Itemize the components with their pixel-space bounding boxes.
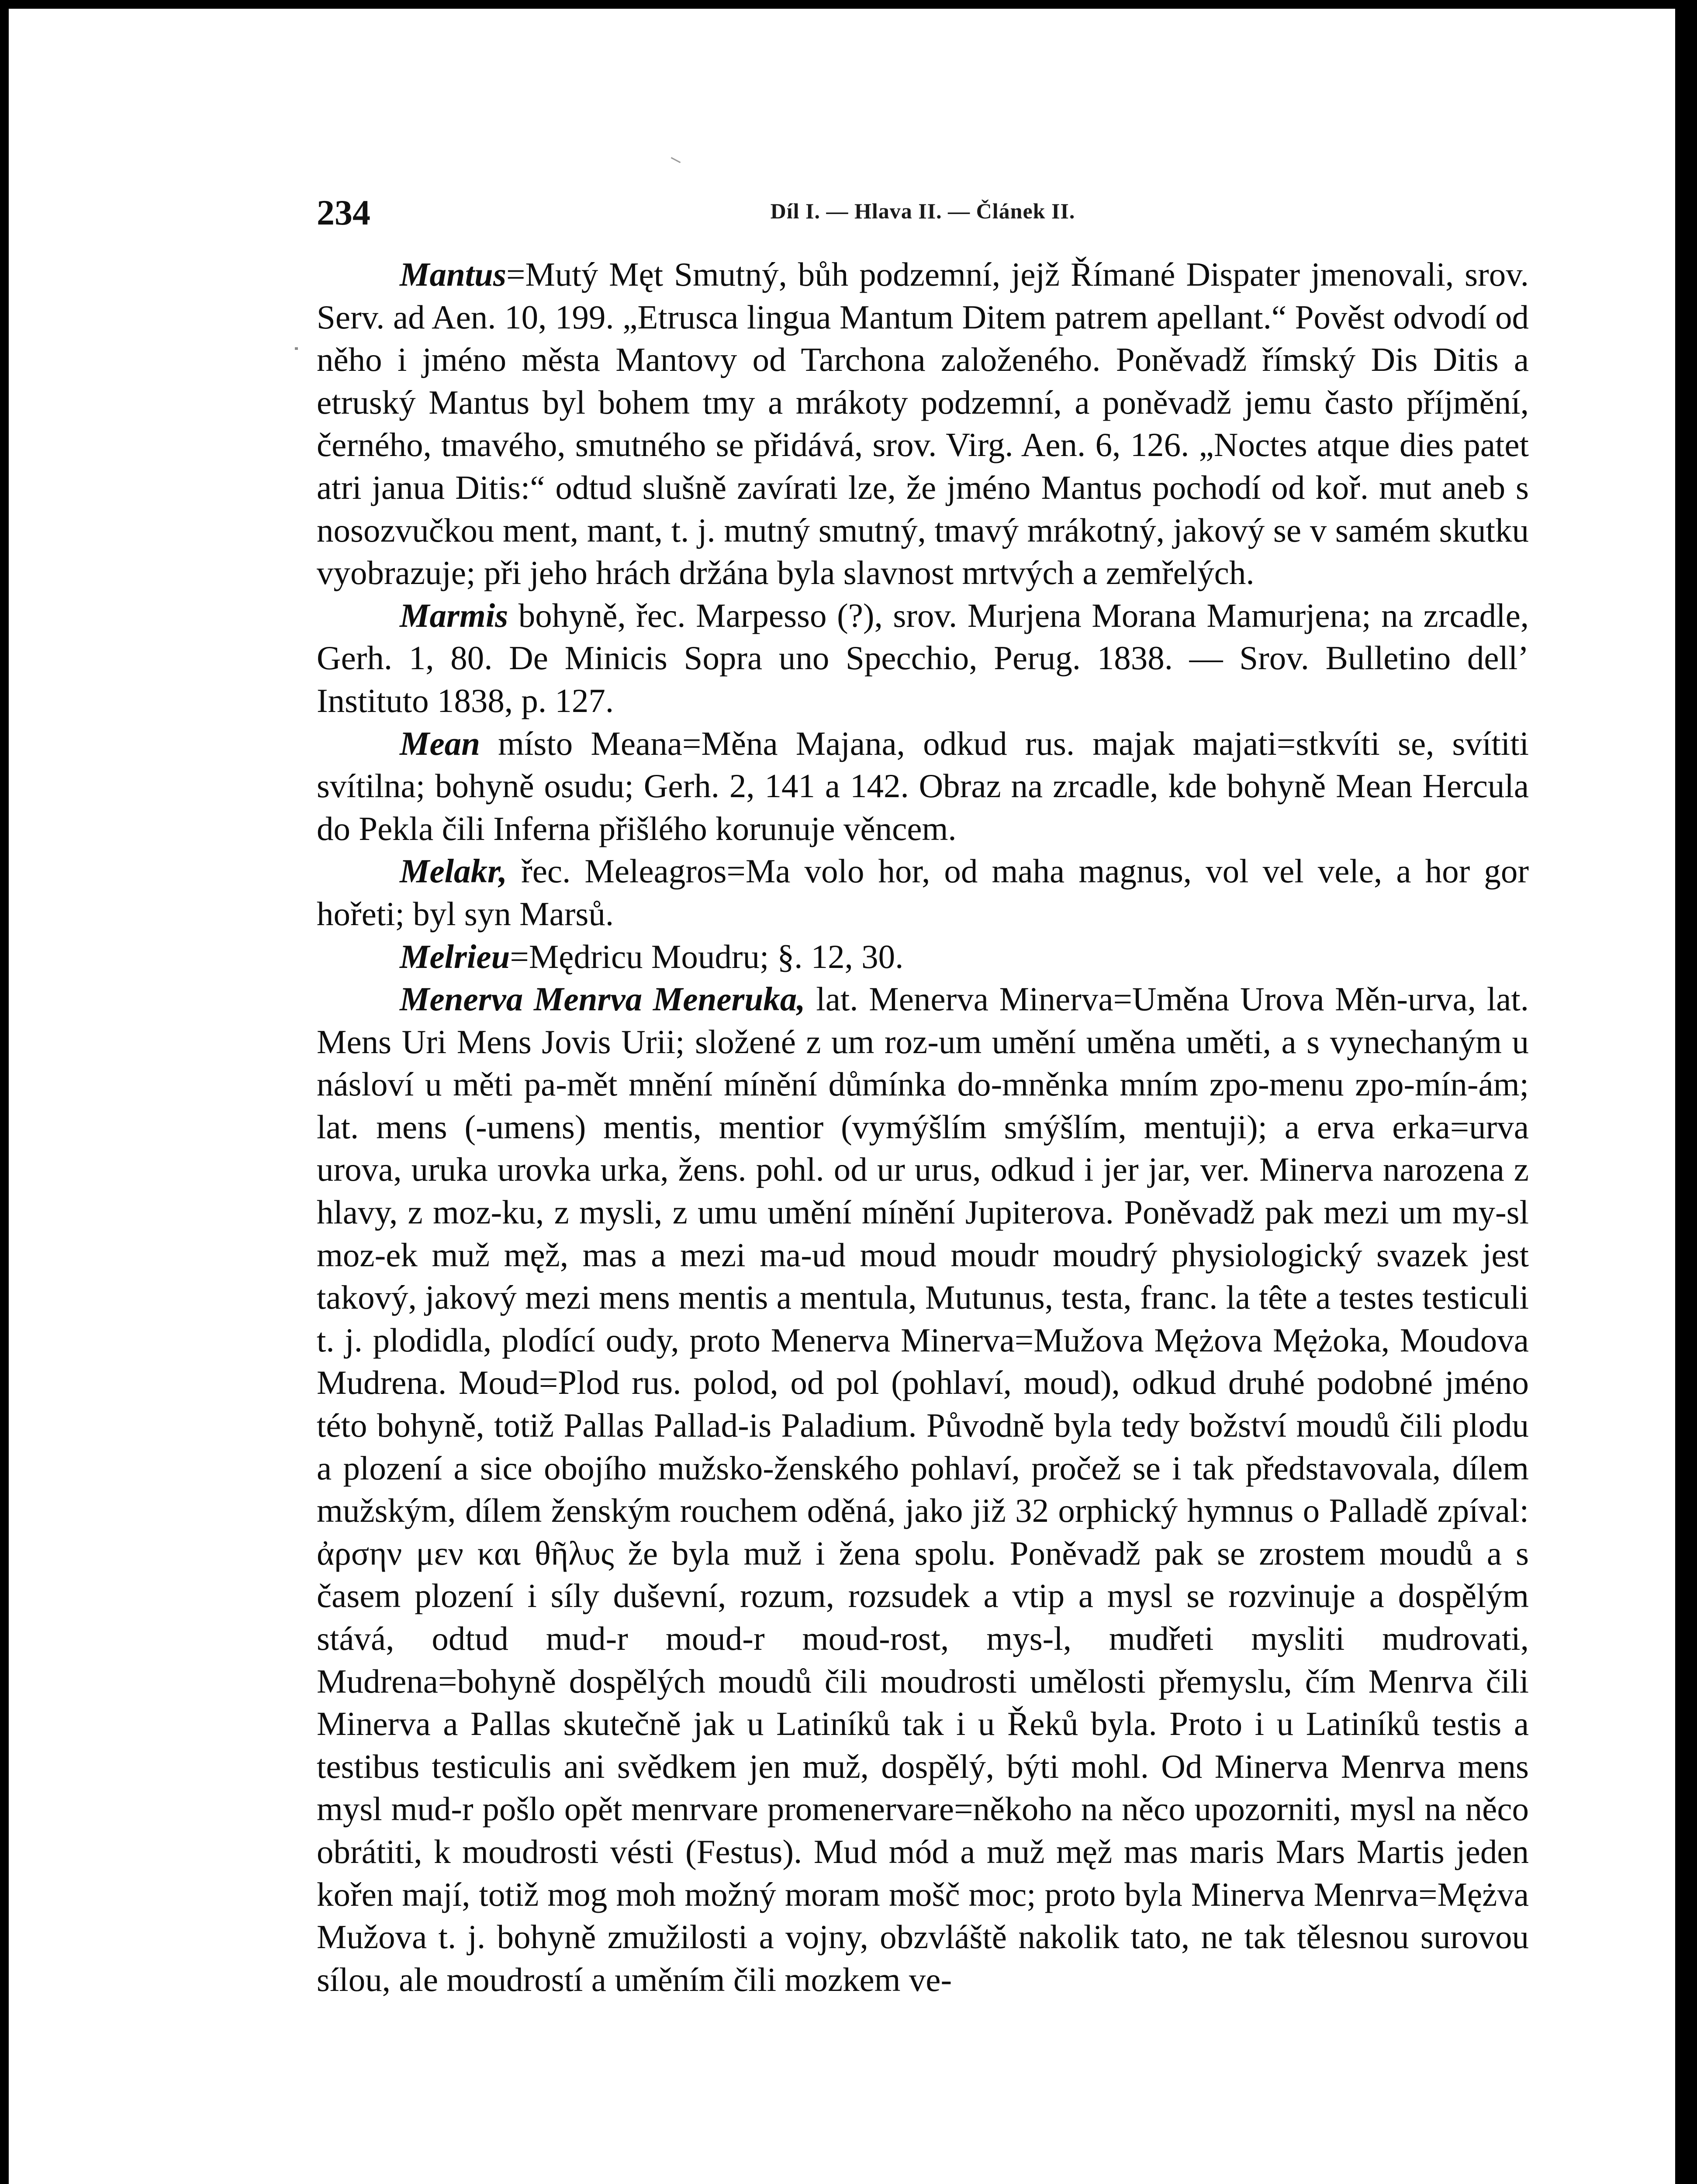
entry-melakr <box>317 850 1529 935</box>
entry-text: bohyně, řec. Marpesso (?), srov. Murjena Morana Mamurjena; na zrcadle, Gerh. 1, 80. De Minicis Sopra uno Specchio, Perug. 1838. — Srov. Bulletino dell’ Instituto 1838, p. 127. <box>317 596 1529 719</box>
scan-artifact-dot <box>295 347 298 350</box>
entry-headword: Menerva Menrva Meneruka, <box>400 980 805 1018</box>
entry-text: =Mędricu Moudru; §. 12, 30. <box>510 937 904 975</box>
entry-marmis <box>317 594 1529 722</box>
entry-menerva <box>317 978 1529 2001</box>
entry-melrieu <box>317 936 1529 978</box>
page-number: 234 <box>317 193 370 232</box>
page-header <box>317 192 1529 236</box>
entry-headword: Marmis <box>400 596 508 634</box>
scan-artifact-mark <box>671 157 681 163</box>
document-page <box>9 9 1675 2184</box>
entry-text: řec. Meleagros=Ma volo hor, od maha magnus, vol vel vele, a hor gor hořeti; byl syn Marsů. <box>317 852 1529 933</box>
entry-mantus <box>317 253 1529 594</box>
body-text <box>317 253 1529 2001</box>
entry-headword: Melrieu <box>400 937 510 975</box>
entry-headword: Mean <box>400 724 480 762</box>
entry-text: =Mutý Męt Smutný, bůh podzemní, jejž Římané Dispater jmenovali, srov. Serv. ad Aen. 10, 199. „Etrusca lingua Mantum Ditem patrem apellant.“ Pověst odvodí od něho i jméno města Mantovy od Tarchona založeného. Poněvadž římský Dis Ditis a etruský Mantus byl bohem tmy a mrákoty podzemní, a poněvadž jemu často příjmění, černého, tmavého, smutného se přidává, srov. Virg. Aen. 6, 126. „Noctes atque dies patet atri janua Ditis:“ odtud slušně zavírati lze, že jméno Mantus pochodí od koř. mut aneb s nosozvučkou ment, mant, t. j. mutný smutný, tmavý mrákotný, jakový se v samém skutku vyobrazuje; při jeho hrách držána byla slavnost mrtvých a zemřelých. <box>317 256 1529 592</box>
entry-text: místo Meana=Měna Majana, odkud rus. majak majati=stkvíti se, svítiti svítilna; bohyně osudu; Gerh. 2, 141 a 142. Obraz na zrcadle, kde bohyně Mean Hercula do Pekla čili Inferna přišlého korunuje věncem. <box>317 724 1529 847</box>
running-head: Díl I. — Hlava II. — Článek II. <box>770 199 1075 223</box>
entry-text: lat. Menerva Minerva=Uměna Urova Měn-urva, lat. Mens Uri Mens Jovis Urii; složené z um roz-um umění uměna uměti, a s vynechaným u násloví u měti pa-mět mnění mínění důmínka do-mněnka mním zpo-menu zpo-mín-ám; lat. mens (-umens) mentis, mentior (vymýšlím smýšlím, mentuji); a erva erka=urva urova, uruka urovka urka, žens. pohl. od ur urus, odkud i jer jar, ver. Minerva narozena z hlavy, z moz-ku, z mysli, z umu umění mínění Jupiterova. Poněvadž pak mezi um my-sl moz-ek muž męž, mas a mezi ma-ud moud moudr moudrý physiologický svazek jest takový, jakový mezi mens mentis a mentula, Mutunus, testa, franc. la tête a testes testiculi t. j. plodidla, plodící oudy, proto Menerva Minerva=Mužova Mężova Mężoka, Moudova Mudrena. Moud=Plod rus. polod, od pol (pohlaví, moud), odkud druhé podobné jméno této bohyně, totiž Pallas Pallad-is Paladium. Původně byla tedy božství moudů čili plodu a plození a sice obojího mužsko-ženského pohlaví, pročež se i tak představovala, dílem mužským, dílem ženským rouchem oděná, jako již 32 orphický hymnus o Palladě zpíval: ἀρσην μεν και θῆλυς že byla muž i žena spolu. Poněvadž pak se zrostem moudů a s časem plození i síly duševní, rozum, rozsudek a vtip a mysl se rozvinuje a dospělým stává, odtud mud-r moud-r moud-rost, mys-l, mudřeti mysliti mudrovati, Mudrena=bohyně dospělých moudů čili moudrosti umělosti přemyslu, čím Menrva čili Minerva a Pallas skutečně jak u Latiníků tak i u Řeků byla. Proto i u Latiníků testis a testibus testiculis ani svědkem jen muž, dospělý, býti mohl. Od Minerva Menrva mens mysl mud-r pošlo opět menrvare promenervare=někoho na něco upozorniti, mysl na něco obrátiti, k moudrosti vésti (Festus). Mud mód a muž męž mas maris Mars Martis jeden kořen mají, totiž mog moh možný moram mošč moc; proto byla Minerva Menrva=Mężva Mužova t. j. bohyně zmužilosti a vojny, obzvláště nakolik tato, ne tak tělesnou surovou sílou, ale moudrostí a uměním čili mozkem ve- <box>317 980 1529 1998</box>
entry-mean <box>317 722 1529 850</box>
entry-headword: Mantus <box>400 256 506 293</box>
entry-headword: Melakr, <box>400 852 508 890</box>
